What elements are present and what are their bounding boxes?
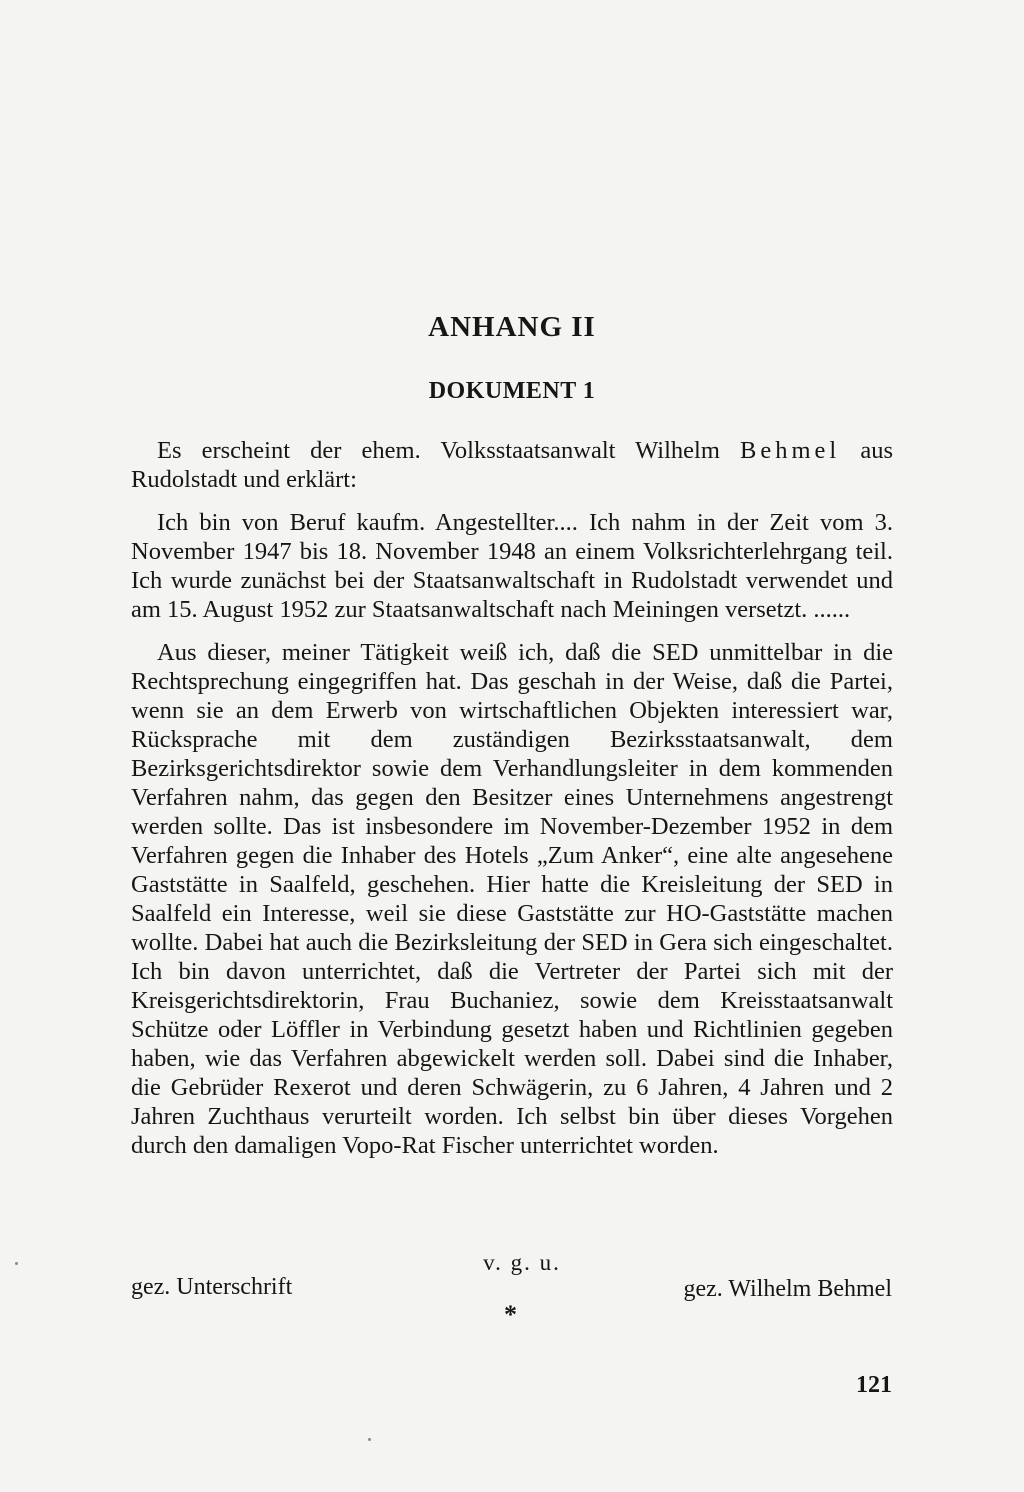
document-title: DOKUMENT 1	[428, 378, 596, 404]
statement-paragraph-1: Ich bin von Beruf kaufm. Angestellter.... Ich nahm in der Zeit vom 3. November 1947 bis 18. November 1948 an einem Volksrichterlehrgang teil. Ich wurde zunächst bei der Staatsanwaltschaft in Rudolstadt verwendet und am 15. August 1952 zur Staatsanwaltschaft nach Meiningen versetzt. ......	[131, 509, 893, 623]
intro-name: Behmel	[740, 437, 841, 464]
signature-left: gez. Unterschrift	[131, 1274, 293, 1300]
statement-paragraph-2: Aus dieser, meiner Tätigkeit weiß ich, daß die SED unmittelbar in die Rechtsprechung eingegriffen hat. Das geschah in der Weise, daß die Partei, wenn sie an dem Erwerb von wirtschaftlichen Objekten interessiert war, Rücksprache mit dem zuständigen Bezirksstaatsanwalt, dem Bezirksgerichtsdirektor sowie dem Verhandlungsleiter in dem kommenden Verfahren nahm, das gegen den Besitzer eines Unternehmens angestrengt werden sollte. Das ist insbesondere im November-Dezember 1952 in dem Verfahren gegen die Inhaber des Hotels „Zum Anker“, eine alte angesehene Gaststätte in Saalfeld, geschehen. Hier hatte die Kreisleitung der SED in Saalfeld ein Interesse, weil sie diese Gaststätte zur HO-Gaststätte machen wollte. Dabei hat auch die Bezirksleitung der SED in Gera sich eingeschaltet. Ich bin davon unterrichtet, daß die Vertreter der Partei sich mit der Kreisgerichtsdirektorin, Frau Buchaniez, sowie dem Kreisstaatsanwalt Schütze oder Löffler in Verbindung gesetzt haben und Richtlinien gegeben haben, wie das Verfahren abgewickelt werden soll. Dabei sind die Inhaber, die Gebrüder Rexerot und deren Schwägerin, zu 6 Jahren, 4 Jahren und 2 Jahren Zuchthaus verurteilt worden. Ich selbst bin über dieses Vorgehen durch den damaligen Vopo-Rat Fischer unterrichtet worden.	[131, 639, 893, 1159]
paper-speck	[368, 1438, 371, 1441]
document-body	[131, 436, 893, 1174]
intro-text-after: aus Rudolstadt und erklärt:	[131, 437, 893, 493]
vgu-note: v. g. u.	[483, 1250, 561, 1275]
page-number: 121	[856, 1372, 892, 1398]
signature-right: gez. Wilhelm Behmel	[683, 1276, 892, 1302]
intro-paragraph	[131, 436, 893, 494]
section-separator: *	[504, 1300, 517, 1329]
paper-speck	[15, 1262, 18, 1265]
annex-title: ANHANG II	[428, 311, 596, 343]
intro-text-before: Es erscheint der ehem. Volksstaatsanwalt Wilhelm	[157, 437, 740, 464]
